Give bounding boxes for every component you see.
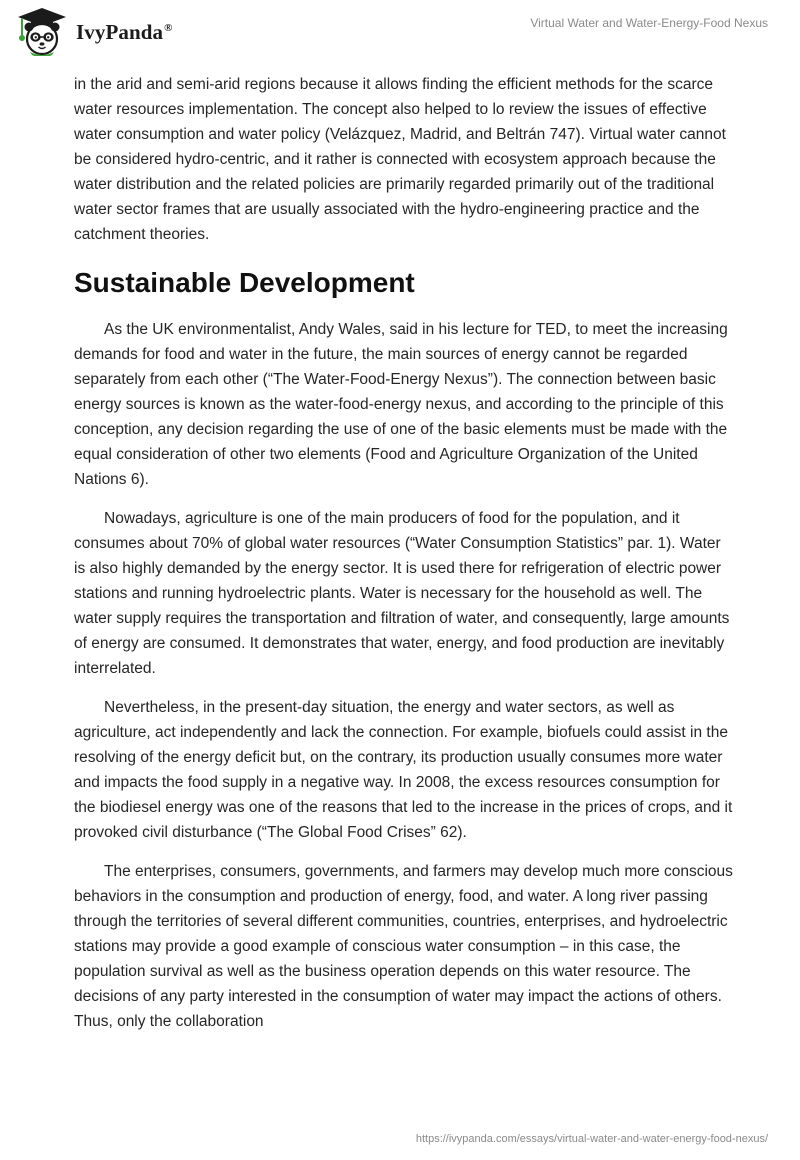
logo-wordmark: IvyPanda® xyxy=(76,19,173,44)
body-paragraph-3: Nevertheless, in the present-day situation, the energy and water sectors, as well as agriculture, act independently and lack the connection. For example, biofuels could assist in the resolving of the energy deficit but, on the contrary, its production usually consumes more water and impacts the food supply in a negative way. In 2008, the excess resources consumption for the biodiesel energy was one of the reasons that led to the increase in the prices of crops, and it provoked civil disturbance (“The Global Food Crises” 62). xyxy=(74,699,733,841)
running-title: Virtual Water and Water-Energy-Food Nexus xyxy=(530,16,768,30)
section-heading: Sustainable Development xyxy=(74,267,415,298)
source-url[interactable]: https://ivypanda.com/essays/virtual-water-and-water-energy-food-nexus/ xyxy=(415,1133,768,1145)
body-paragraph-1: As the UK environmentalist, Andy Wales, said in his lecture for TED, to meet the increasing demands for food and water in the future, the main sources of energy cannot be regarded separately from each other (“The Water-Food-Energy Nexus”). The connection between basic energy sources is known as the water-food-energy nexus, and according to the principle of this conception, any decision regarding the use of one of the basic elements must be made with the equal consideration of other two elements (Food and Agriculture Organization of the United Nations 6). xyxy=(74,321,728,488)
intro-paragraph: in the arid and semi-arid regions because it allows finding the efficient methods for the scarce water resources implementation. The concept also helped to lo review the issues of effective water consumption and water policy (Velázquez, Madrid, and Beltrán 747). Virtual water cannot be considered hydro-centric, and it rather is connected with ecosystem approach because the water distribution and the related policies are primarily regarded primarily out of the traditional water sector frames that are usually associated with the hydro-engineering practice and the catchment theories. xyxy=(74,76,726,243)
body-paragraph-4: The enterprises, consumers, governments, and farmers may develop much more conscious behaviors in the consumption and production of energy, food, and water. A long river passing through the territories of several different communities, countries, enterprises, and hydroelectric stations may provide a good example of conscious water consumption – in this case, the population survival as well as the business operation depends on this water resource. The decisions of any party interested in the consumption of water may impact the actions of others. Thus, only the collaboration xyxy=(74,863,733,1030)
essay-body xyxy=(74,72,734,1034)
panda-graduate-icon xyxy=(14,6,70,56)
page-header xyxy=(0,0,800,64)
body-paragraph-2: Nowadays, agriculture is one of the main producers of food for the population, and it consumes about 70% of global water resources (“Water Consumption Statistics” par. 1). Water is also highly demanded by the energy sector. It is used there for refrigeration of electric power stations and running hydroelectric plants. Water is necessary for the household as well. The water supply requires the transportation and filtration of water, and consequently, large amounts of energy are consumed. It demonstrates that water, energy, and food production are inevitably interrelated. xyxy=(74,510,730,677)
ivypanda-logo[interactable] xyxy=(14,6,173,56)
registered-mark: ® xyxy=(164,21,173,34)
